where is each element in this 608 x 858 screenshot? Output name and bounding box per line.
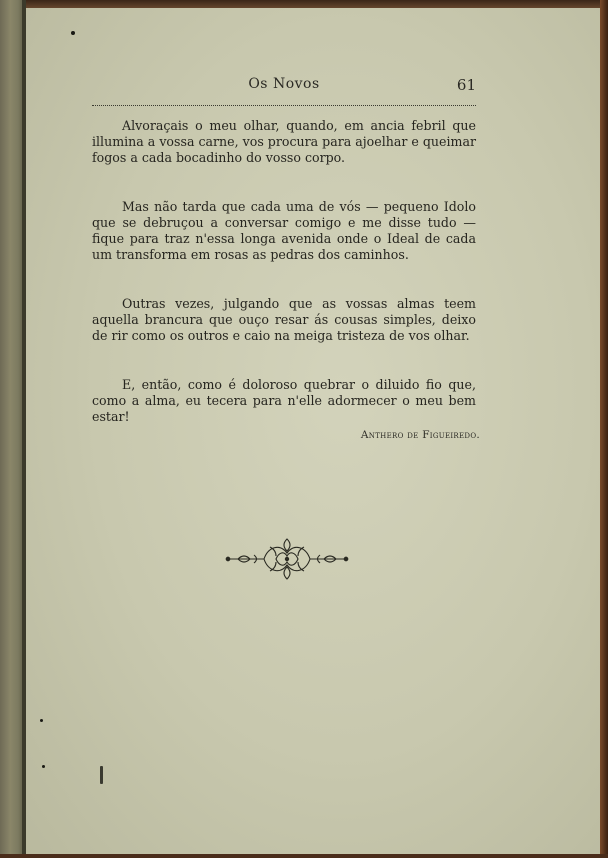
speck [40,719,43,722]
author-signature: Anthero de Figueiredo. [360,429,480,441]
speck [42,765,45,768]
header-rule [92,105,476,106]
paragraph: Outras vezes, julgando que as vossas almas teem aquella brancura que ouço resar ás cousas simples, deixo de rir como os outros e caio na meiga tristeza de vos olhar. [92,296,476,343]
fleuron-ornament-icon [224,533,350,585]
speck [71,31,75,35]
running-head: Os Novos [248,76,320,92]
speck [100,766,103,784]
paragraph: E, então, como é doloroso quebrar o diluido fio que, como a alma, eu tecera para n'elle adormecer o meu bem estar! [92,377,476,424]
page-bottom-edge [0,854,608,858]
paragraph: Mas não tarda que cada uma de vós — pequeno Idolo que se debruçou a conversar comigo e me disse tudo — fique para traz n'essa longa avenida onde o Ideal de cada um transforma em rosas as pedras dos caminhos. [92,199,476,262]
page-right-edge [600,0,608,858]
page-header [92,76,476,102]
page-number: 61 [456,76,476,94]
body-text [92,118,476,425]
paragraph: Alvoraçais o meu olhar, quando, em ancia febril que illumina a vossa carne, vos procura para ajoelhar e queimar fogos a cada bocadinho do vosso corpo. [92,118,476,165]
